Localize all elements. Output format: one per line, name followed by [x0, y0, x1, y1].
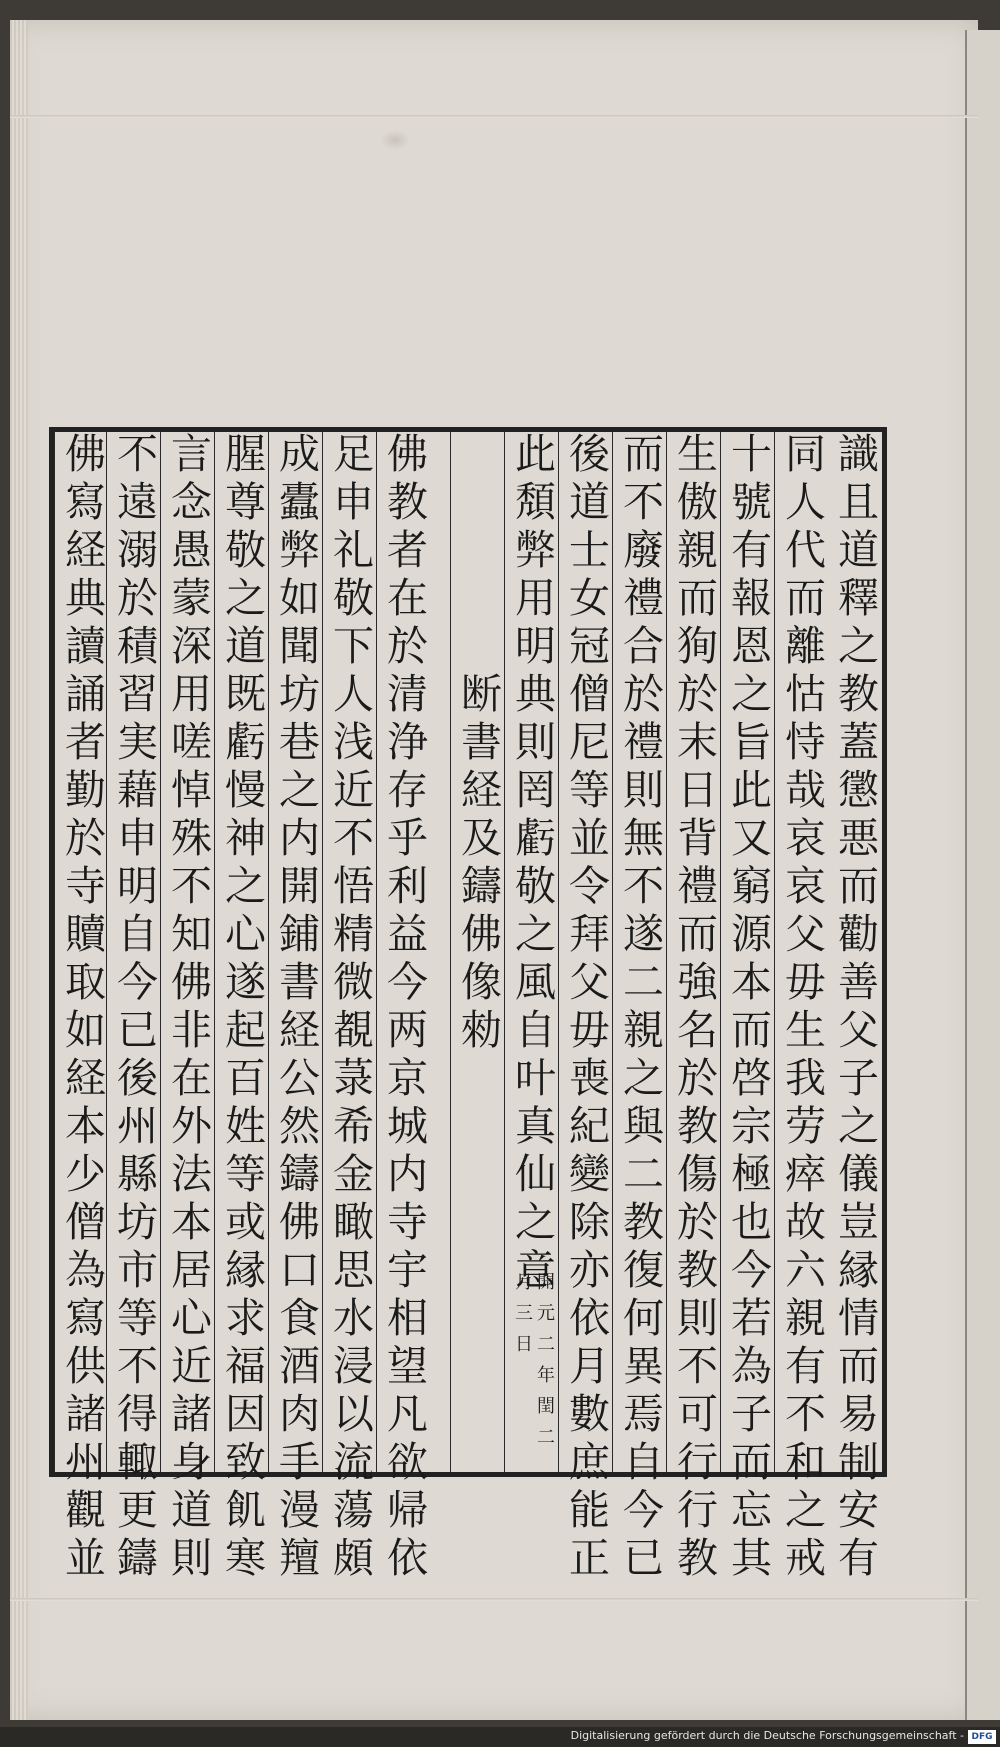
text-column [666, 432, 720, 1584]
column-text: 識且道釋之教蓋懲悪而勸善父子之儀豈縁情而易制安有 [831, 432, 879, 1584]
text-column [160, 432, 214, 1584]
text-column [558, 432, 612, 1584]
text-column [774, 432, 828, 1584]
text-column [214, 432, 268, 1584]
column-text: 佛寫経典讀誦者勤於寺贖取如経本少僧為寫供諸州觀並 [58, 432, 106, 1584]
page-fold-line [10, 1598, 978, 1601]
digitization-credit: Digitalisierung gefördert durch die Deutsche Forschungsgemeinschaft - [570, 1729, 964, 1742]
column-text: 言念愚蒙深用嗟悼殊不知佛非在外法本居心近諸身道則 [164, 432, 212, 1584]
page-edge [10, 20, 28, 1720]
text-column [828, 432, 882, 1584]
text-column [376, 432, 430, 1584]
section-title: 断書経及鑄佛像勑 [454, 672, 502, 1056]
facing-page-edge [965, 30, 1000, 1720]
column-text: 同人代而離怙恃哉哀哀父毋生我劳瘁故六親有不和之戒 [778, 432, 826, 1584]
column-text: 此頽弊用明典則罔虧敬之風自叶真仙之意 [508, 432, 556, 1296]
column-text: 後道士女冠僧尼等並令拜父毋喪紀變除亦依月數庶能正 [562, 432, 610, 1584]
column-text: 佛教者在於清浄存乎利益今两京城内寺宇相望凡欲帰依 [380, 432, 428, 1584]
column-text: 足申礼敬下人浅近不悟精微覩菉希金瞰思水浸以流蕩頗 [326, 432, 374, 1584]
column-text: 腥尊敬之道既虧慢神之心遂起百姓等或縁求福因致飢寒 [218, 432, 266, 1584]
text-column [322, 432, 376, 1584]
text-column [54, 432, 108, 1584]
column-text: 不遠溺於積習実藉申明自今已後州縣坊市等不得輙更鑄 [110, 432, 158, 1584]
text-column [612, 432, 666, 1584]
date-annotation: 開元二年閏二月三日 [512, 1272, 555, 1458]
text-column [106, 432, 160, 1584]
column-text: 十號有報恩之旨此又窮源本而啓宗極也今若為子而忘其 [724, 432, 772, 1584]
column-text: 而不廢禮合於禮則無不遂二親之與二教復何異焉自今已 [616, 432, 664, 1584]
text-column [268, 432, 322, 1584]
text-column [720, 432, 774, 1584]
page-fold-line [10, 115, 978, 118]
column-text: 生傲親而狥於末日背禮而強名於教傷於教則不可行行教 [670, 432, 718, 1584]
column-text: 成蠹弊如聞坊巷之内開鋪書経公然鑄佛口食酒肉手漫羶 [272, 432, 320, 1584]
title-column [450, 432, 504, 1472]
dfg-logo: DFG [968, 1730, 996, 1744]
paper-stain [380, 130, 410, 150]
text-column [504, 432, 558, 1472]
